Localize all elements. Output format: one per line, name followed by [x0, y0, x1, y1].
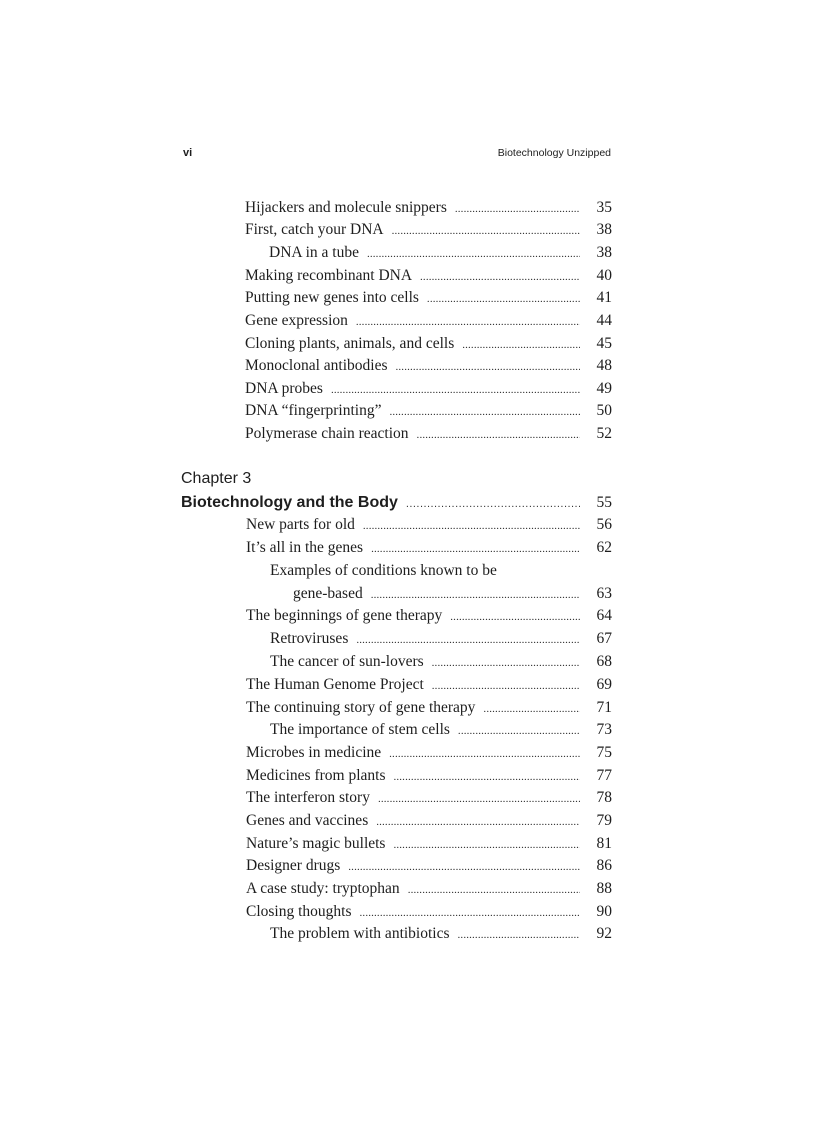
toc-entry-page: 40	[596, 267, 612, 284]
toc-entry	[245, 425, 612, 447]
toc-entry-page: 56	[596, 516, 612, 533]
toc-entry-title: Gene expression	[245, 312, 348, 329]
leader-dots	[360, 907, 580, 919]
leader-dots	[427, 293, 580, 305]
toc-entry-title: The interferon story	[246, 789, 370, 806]
toc-entry-title: First, catch your DNA	[245, 221, 384, 238]
toc-entry-page: 69	[596, 676, 612, 693]
toc-entry-page: 78	[596, 789, 612, 806]
toc-entry-title: gene-based	[293, 585, 363, 602]
leader-dots	[455, 203, 580, 215]
toc-entry-title: The Human Genome Project	[246, 676, 424, 693]
toc-entry-title: DNA in a tube	[269, 244, 359, 261]
toc-entry-page: 88	[596, 880, 612, 897]
toc-entry	[246, 516, 612, 538]
leader-dots	[462, 339, 580, 351]
toc-entry	[246, 744, 612, 766]
toc-entry-page: 50	[596, 402, 612, 419]
toc-entry-page: 63	[596, 585, 612, 602]
leader-dots	[367, 248, 580, 260]
toc-entry-title: The beginnings of gene therapy	[246, 607, 443, 624]
page-number: vi	[183, 147, 193, 159]
toc-entry-title: The importance of stem cells	[270, 721, 450, 738]
leader-dots	[458, 929, 580, 941]
leader-dots	[378, 793, 580, 805]
leader-dots	[371, 589, 580, 601]
toc-entry	[246, 812, 612, 834]
toc-entry	[246, 903, 612, 925]
toc-entry-title: New parts for old	[246, 516, 355, 533]
toc-entry-title: It’s all in the genes	[246, 539, 364, 556]
toc-entry-title: Hijackers and molecule snippers	[245, 199, 447, 216]
toc-entry-title: Medicines from plants	[246, 767, 386, 784]
toc-entry-page: 62	[596, 539, 612, 556]
toc-entry-title: Monoclonal antibodies	[245, 357, 388, 374]
toc-entry-title: Microbes in medicine	[246, 744, 382, 761]
toc-entry-page: 81	[596, 835, 612, 852]
toc-subentry	[270, 653, 612, 675]
leader-dots	[396, 361, 581, 373]
toc-entry-page: 73	[596, 721, 612, 738]
toc-subentry-title-line1: Examples of conditions known to be	[270, 562, 497, 579]
toc-entry-page: 44	[596, 312, 612, 329]
toc-entry-page: 71	[596, 699, 612, 716]
toc-entry-title: Closing thoughts	[246, 903, 352, 920]
toc-entry-page: 41	[596, 289, 612, 306]
leader-dots	[393, 839, 580, 851]
toc-entry-page: 48	[596, 357, 612, 374]
toc-entry-title: Nature’s magic bullets	[246, 835, 386, 852]
leader-dots	[432, 657, 580, 669]
leader-dots	[356, 634, 580, 646]
leader-dots	[417, 429, 580, 441]
running-title: Biotechnology Unzipped	[497, 147, 611, 159]
toc-entry-page: 35	[596, 199, 612, 216]
leader-dots	[348, 861, 580, 873]
toc-entry-page: 90	[596, 903, 612, 920]
toc-entry	[246, 857, 612, 879]
toc-entry	[245, 402, 612, 424]
toc-entry-page: 79	[596, 812, 612, 829]
toc-entry-page: 64	[596, 607, 612, 624]
leader-dots	[376, 816, 580, 828]
toc-entry	[245, 221, 612, 243]
toc-entry	[246, 880, 612, 902]
toc-entry-page: 45	[596, 335, 612, 352]
toc-entry-page: 67	[596, 630, 612, 647]
chapter-label: Chapter 3	[181, 470, 252, 487]
toc-entry-title: A case study: tryptophan	[246, 880, 400, 897]
leader-dots	[371, 543, 580, 555]
leader-dots	[389, 406, 580, 418]
toc-subentry	[270, 925, 612, 947]
toc-entry	[246, 835, 612, 857]
toc-entry	[245, 199, 612, 221]
toc-entry-page: 38	[596, 221, 612, 238]
leader-dots	[406, 498, 580, 510]
leader-dots	[408, 884, 580, 896]
toc-entry	[245, 312, 612, 334]
toc-subentry	[269, 244, 612, 266]
toc-entry-title: Polymerase chain reaction	[245, 425, 409, 442]
toc-entry-title: The problem with antibiotics	[270, 925, 450, 942]
toc-entry	[245, 289, 612, 311]
toc-entry-page: 68	[596, 653, 612, 670]
toc-entry-title: Genes and vaccines	[246, 812, 369, 829]
toc-subentry	[270, 630, 612, 652]
toc-subentry	[270, 721, 612, 743]
toc-entry	[246, 539, 612, 561]
toc-entry	[245, 380, 612, 402]
toc-entry-title: DNA probes	[245, 380, 323, 397]
leader-dots	[420, 271, 580, 283]
toc-entry-title: The continuing story of gene therapy	[246, 699, 476, 716]
toc-entry-title: DNA “fingerprinting”	[245, 402, 382, 419]
toc-entry-page: 75	[596, 744, 612, 761]
leader-dots	[393, 771, 580, 783]
chapter-title-entry	[181, 494, 612, 516]
leader-dots	[331, 384, 580, 396]
toc-entry-title: Making recombinant DNA	[245, 267, 413, 284]
leader-dots	[363, 520, 580, 532]
leader-dots	[392, 225, 580, 237]
leader-dots	[432, 680, 580, 692]
leader-dots	[356, 316, 580, 328]
toc-entry-page: 77	[596, 767, 612, 784]
toc-entry-page: 92	[596, 925, 612, 942]
toc-entry	[245, 335, 612, 357]
toc-entry-page: 49	[596, 380, 612, 397]
toc-entry-title: Designer drugs	[246, 857, 341, 874]
toc-entry	[246, 789, 612, 811]
toc-entry-title: Cloning plants, animals, and cells	[245, 335, 455, 352]
toc-entry	[246, 607, 612, 629]
chapter-page: 55	[596, 494, 612, 511]
toc-entry-page: 86	[596, 857, 612, 874]
toc-subentry	[293, 585, 612, 607]
toc-entry-page: 38	[596, 244, 612, 261]
leader-dots	[450, 611, 580, 623]
toc-entry-title: The cancer of sun-lovers	[270, 653, 424, 670]
toc-entry	[246, 767, 612, 789]
toc-entry-title: Retroviruses	[270, 630, 349, 647]
toc-entry	[245, 357, 612, 379]
leader-dots	[389, 748, 580, 760]
leader-dots	[483, 703, 580, 715]
toc-entry	[245, 267, 612, 289]
toc-entry	[246, 676, 612, 698]
leader-dots	[458, 725, 580, 737]
toc-entry-page: 52	[596, 425, 612, 442]
toc-entry-title: Putting new genes into cells	[245, 289, 419, 306]
toc-entry	[246, 699, 612, 721]
chapter-title: Biotechnology and the Body	[181, 494, 398, 511]
